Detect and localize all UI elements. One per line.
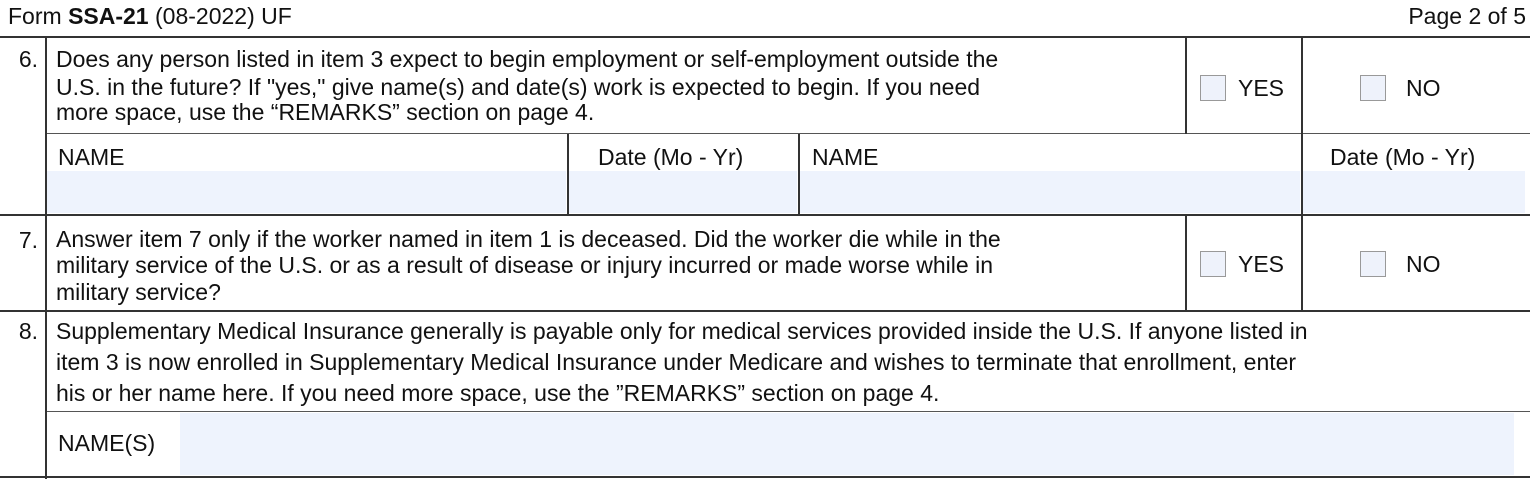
divider [0, 476, 1530, 478]
yes-label: YES [1238, 251, 1285, 277]
item-number: 6. [18, 46, 38, 72]
column-header-date: Date (Mo - Yr) [1330, 144, 1476, 170]
divider [0, 310, 1530, 312]
divider [1301, 214, 1303, 310]
no-label: NO [1406, 251, 1441, 277]
item7-no-checkbox[interactable] [1360, 251, 1386, 277]
divider [1185, 214, 1187, 310]
no-label: NO [1406, 75, 1441, 101]
divider [45, 36, 47, 479]
item-number: 8. [18, 318, 38, 344]
page-indicator: Page 2 of 5 [1408, 3, 1526, 29]
item6-no-checkbox[interactable] [1360, 75, 1386, 101]
item6-date-input-2[interactable] [1303, 171, 1525, 213]
item8-text-line3: his or her name here. If you need more space, use the ”REMARKS” section on page 4. [56, 380, 940, 406]
item6-question-line1: Does any person listed in item 3 expect to begin employment or self-employment outside the [56, 46, 999, 72]
form-id [8, 2, 292, 30]
item6-question-line2: U.S. in the future? If "yes," give name(s) and date(s) work is expected to begin. If you need [56, 74, 981, 100]
divider [46, 133, 1530, 134]
item7-question-line3: military service? [56, 279, 221, 305]
item6-yes-checkbox[interactable] [1200, 75, 1226, 101]
item6-name-input-2[interactable] [800, 171, 1300, 213]
form-suffix: (08-2022) UF [148, 3, 292, 29]
item6-date-input-1[interactable] [569, 171, 797, 213]
form-prefix: Form [8, 3, 69, 29]
item8-text-line2: item 3 is now enrolled in Supplementary Medical Insurance under Medicare and wishes to terminate that enrollment, enter [56, 349, 1297, 375]
item8-names-input[interactable] [180, 413, 1514, 475]
divider [1185, 36, 1187, 134]
column-header-name: NAME [58, 144, 125, 170]
item6-name-input-1[interactable] [47, 171, 566, 213]
item7-question-line1: Answer item 7 only if the worker named in item 1 is deceased. Did the worker die while in the [56, 226, 1001, 252]
divider [46, 411, 1530, 412]
column-header-name: NAME [812, 144, 879, 170]
names-label: NAME(S) [58, 430, 156, 456]
column-header-date: Date (Mo - Yr) [598, 144, 744, 170]
item7-question-line2: military service of the U.S. or as a result of disease or injury incurred or made worse while in [56, 252, 993, 278]
item-number: 7. [18, 227, 38, 253]
item8-text-line1: Supplementary Medical Insurance generally is payable only for medical services provided inside the U.S. If anyone listed in [56, 318, 1308, 344]
item6-question-line3: more space, use the “REMARKS” section on page 4. [56, 99, 595, 125]
form-number: SSA-21 [68, 3, 149, 29]
yes-label: YES [1238, 75, 1285, 101]
item7-yes-checkbox[interactable] [1200, 251, 1226, 277]
